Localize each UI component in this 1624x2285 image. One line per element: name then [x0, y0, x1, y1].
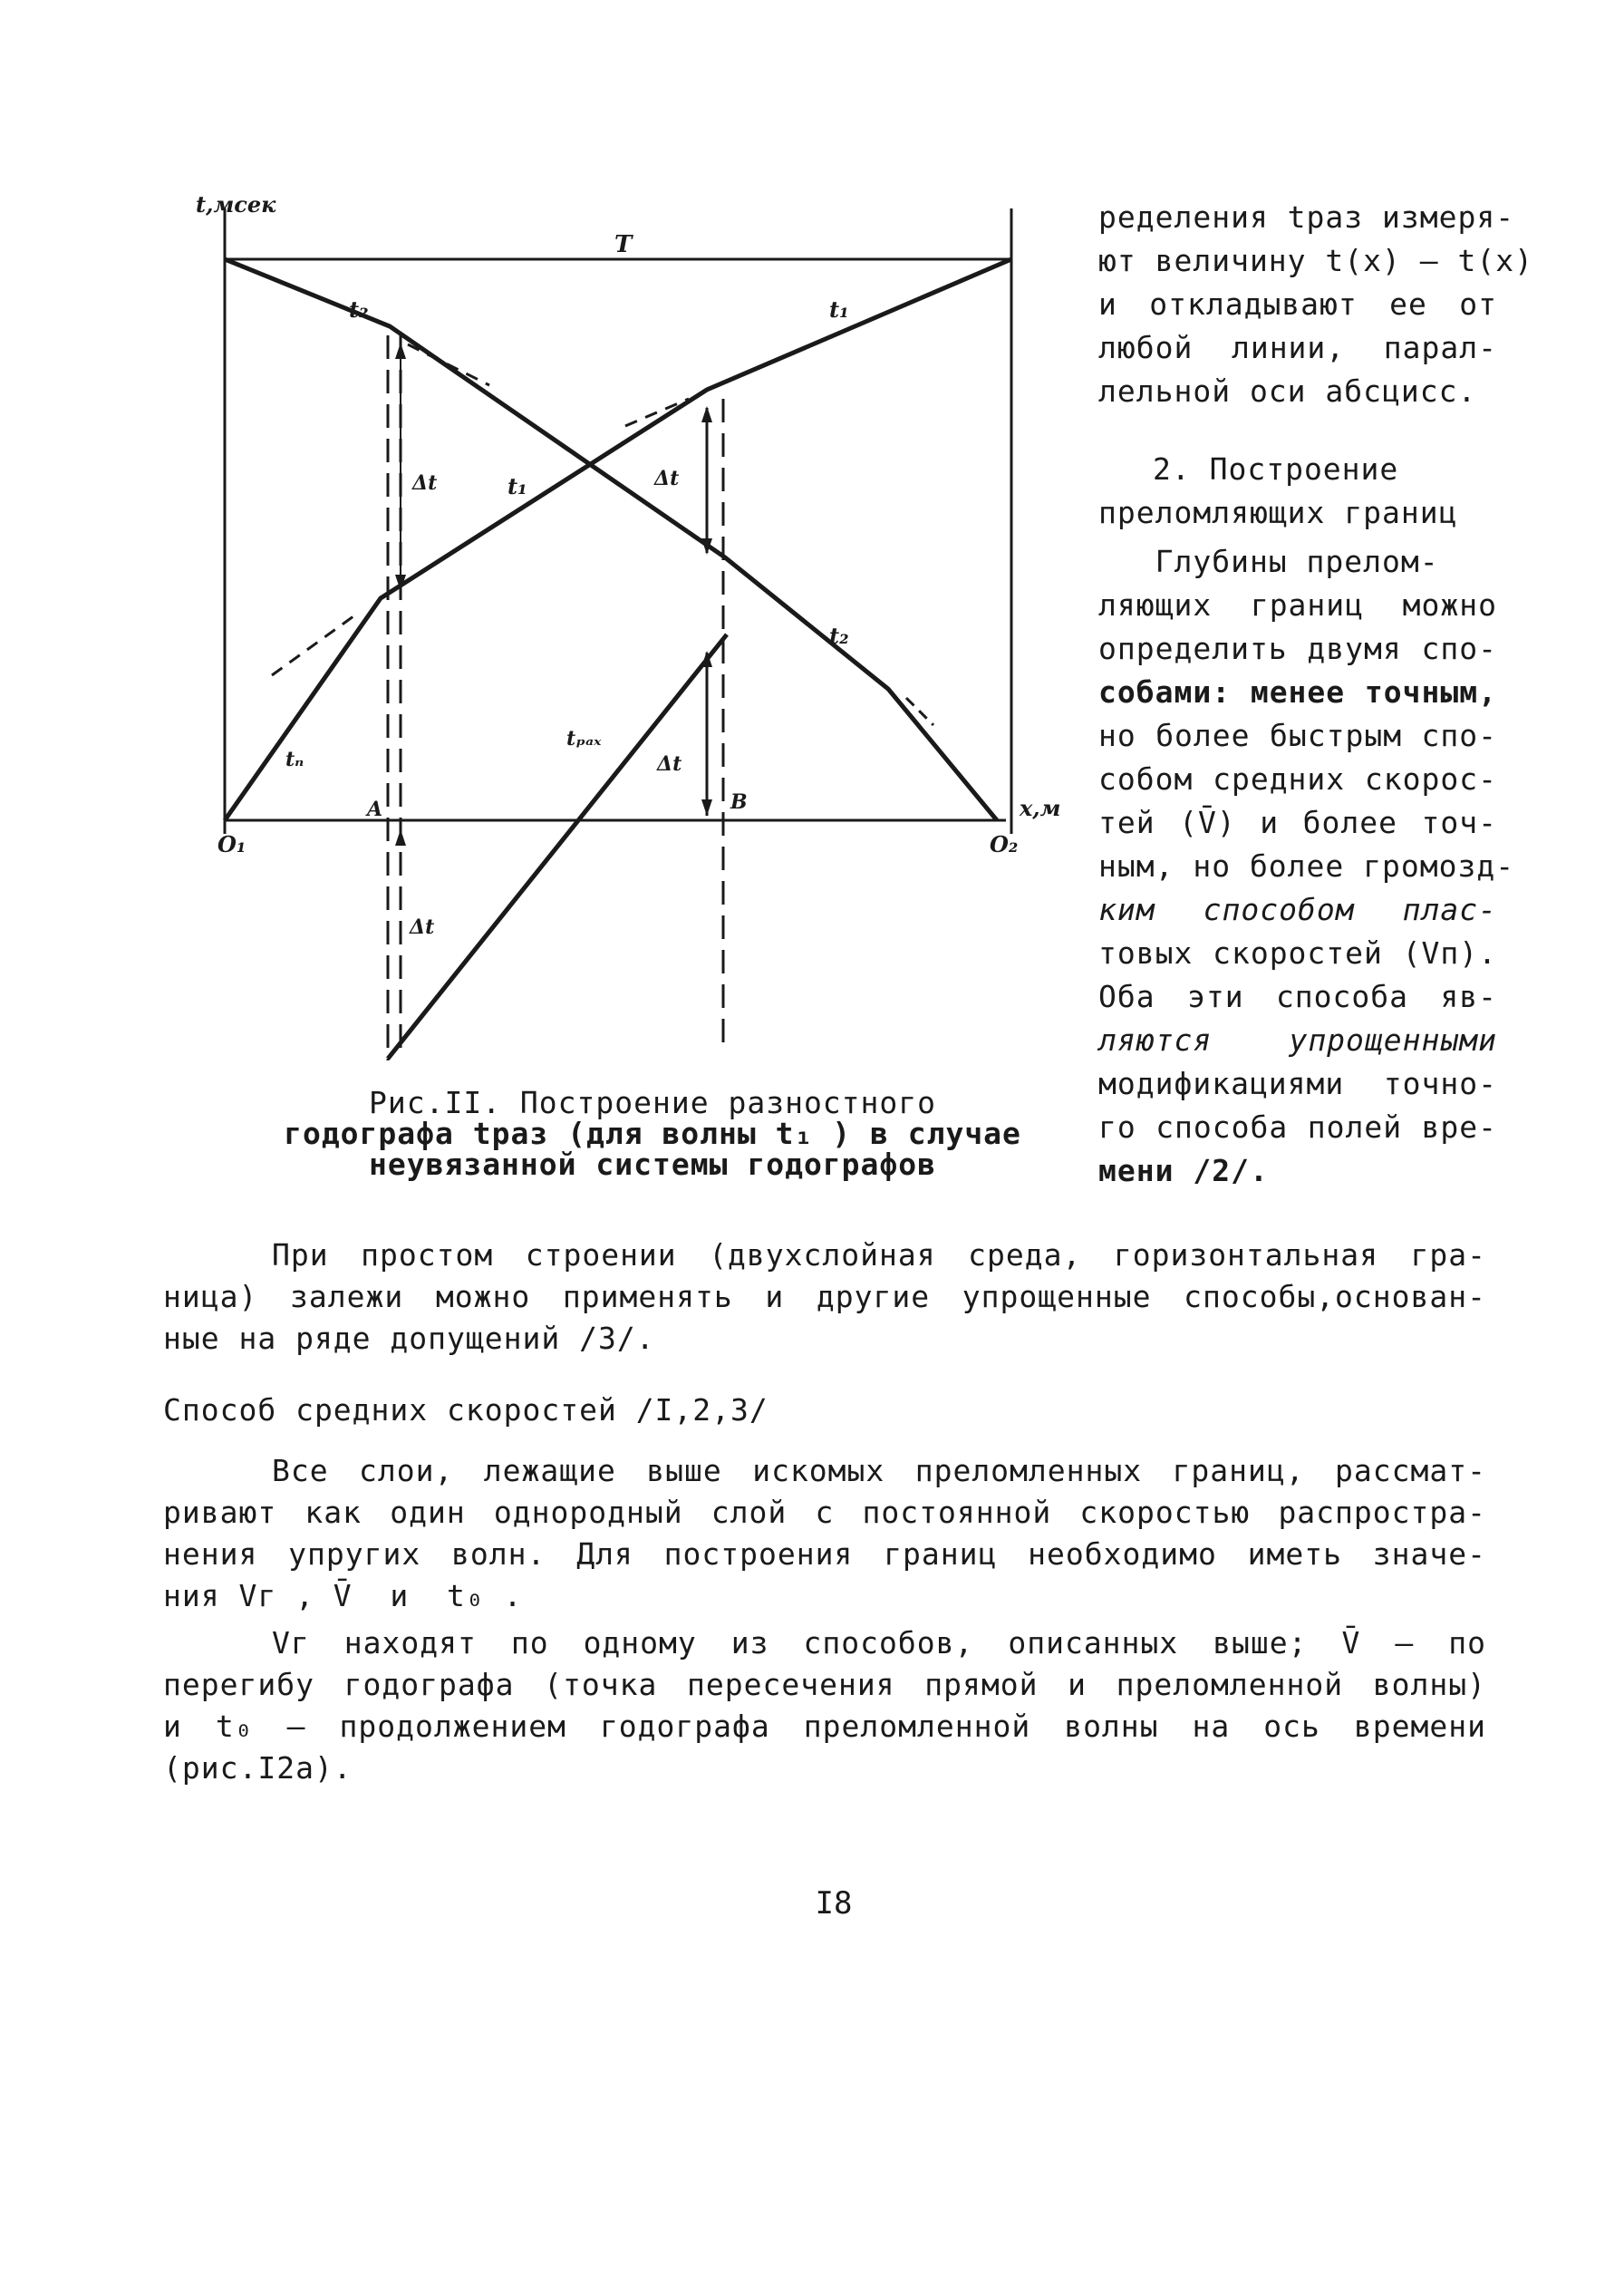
- rcol-para-line-9: ким способом плас-: [1098, 892, 1497, 927]
- rcol-para-line-14: го способа полей вре-: [1098, 1109, 1497, 1145]
- rcol-para-line-2: ляющих границ можно: [1098, 587, 1497, 623]
- label-dt-bottom: Δt: [410, 915, 435, 939]
- rcol-line-4: любой линии, парал-: [1098, 330, 1497, 365]
- body-p2-line-1: Все слои, лежащие выше искомых преломленных границ, рассмат-: [272, 1453, 1486, 1488]
- section-heading-line-2: преломляющих границ: [1098, 495, 1458, 530]
- body-p2-line-3: нения упругих волн. Для построения границ необходимо иметь значе-: [163, 1536, 1486, 1572]
- body-p1-line-3: ные на ряде допущений /3/.: [163, 1321, 655, 1356]
- caption-line-1: Рис.II. Построение разностного: [368, 1085, 937, 1120]
- label-t2-top: t₂: [349, 296, 369, 323]
- figure-caption: [263, 1085, 1042, 1182]
- label-t1-center: t₁: [508, 473, 527, 499]
- label-x-axis: x,м: [1020, 795, 1061, 821]
- label-dt-left: Δt: [412, 471, 438, 495]
- label-B: B: [730, 790, 748, 814]
- section-heading-line-1: 2. Построение: [1153, 451, 1399, 487]
- curve-t-raz: [388, 634, 727, 1059]
- caption-line-2: годографа tраз (для волны t₁ ) в случае: [284, 1116, 1021, 1151]
- curve-t1: [225, 259, 1011, 820]
- rcol-para-line-1: Глубины прелом-: [1098, 544, 1439, 579]
- rcol-para-line-6: собом средних скорос-: [1098, 761, 1497, 797]
- rcol-para-line-3: определить двумя спо-: [1098, 631, 1497, 666]
- rcol-para-line-12: ляются упрощенными: [1098, 1022, 1497, 1058]
- page-number: I8: [815, 1885, 853, 1922]
- body-paragraph-3: [163, 1622, 1486, 1789]
- label-O2: O₂: [990, 831, 1019, 857]
- tangent-dash-4: [906, 698, 933, 725]
- right-column-text: [1098, 196, 1533, 1193]
- curve-t2: [225, 259, 997, 820]
- body-paragraph-2: [163, 1450, 1486, 1617]
- label-A: A: [367, 798, 383, 821]
- label-t-raz: tₚₐₓ: [566, 727, 602, 750]
- arrowhead-dt-right-top: [701, 406, 712, 422]
- rcol-line-3: и откладывают ее от: [1098, 286, 1497, 322]
- label-dt-center: Δt: [654, 467, 680, 490]
- arrowhead-dt-bottom-top: [395, 829, 406, 846]
- body-p2-line-2: ривают как один однородный слой с постоянной скоростью распростра-: [163, 1495, 1486, 1530]
- arrowhead-dt-left-top: [395, 343, 406, 359]
- label-t1-top-right: t₁: [829, 296, 849, 323]
- rcol-para-line-7: тей (V̄) и более точ-: [1098, 805, 1497, 840]
- subsection-heading: Способ средних скоростей /I,2,3/: [163, 1392, 768, 1428]
- label-t2-right: t₂: [829, 623, 849, 649]
- rcol-para-line-4: собами: менее точным,: [1098, 674, 1497, 710]
- rcol-para-line-10: товых скоростей (Vп).: [1098, 935, 1497, 971]
- label-T: T: [614, 231, 633, 258]
- figure-svg: [163, 181, 1069, 1097]
- body-p3-line-2: перегибу годографа (точка пересечения прямой и преломленной волны): [163, 1667, 1486, 1702]
- rcol-line-1: ределения tраз измеря-: [1098, 199, 1515, 235]
- tangent-dash-1: [408, 344, 489, 385]
- figure-traveltime-curves: [163, 181, 1069, 1097]
- rcol-para-line-13: модификациями точно-: [1098, 1066, 1497, 1101]
- arrowhead-dt-lowright-bottom: [701, 799, 712, 816]
- rcol-para-line-11: Оба эти способа яв-: [1098, 979, 1497, 1014]
- body-p3-line-1: Vг находят по одному из способов, описанных выше; V̄ — по: [272, 1625, 1486, 1660]
- body-paragraph-1: [163, 1234, 1486, 1360]
- label-dt-right: Δt: [657, 752, 682, 776]
- label-t-axis: t,мсек: [196, 191, 276, 218]
- rcol-line-5: лельной оси абсцисс.: [1098, 373, 1477, 409]
- tangent-dash-3: [272, 616, 353, 675]
- caption-line-3: неувязанной системы годографов: [368, 1147, 937, 1182]
- body-p3-line-4: (рис.I2а).: [163, 1750, 353, 1786]
- body-p1-line-2: ница) залежи можно применять и другие упрощенные способы,основан-: [163, 1279, 1486, 1314]
- rcol-para-line-8: ным, но более громозд-: [1098, 848, 1515, 884]
- label-O1: O₁: [218, 831, 246, 857]
- rcol-line-2: ют величину t(x) – t(x): [1098, 243, 1533, 278]
- label-tn: tₙ: [285, 748, 304, 771]
- rcol-para-line-5: но более быстрым спо-: [1098, 718, 1497, 753]
- rcol-para-line-15: мени /2/.: [1098, 1153, 1269, 1188]
- body-p3-line-3: и t₀ — продолжением годографа преломленной волны на ось времени: [163, 1709, 1486, 1744]
- body-p1-line-1: При простом строении (двухслойная среда, горизонтальная гра-: [272, 1237, 1486, 1273]
- body-p2-line-4: ния Vг , V̄ и t₀ .: [163, 1578, 523, 1613]
